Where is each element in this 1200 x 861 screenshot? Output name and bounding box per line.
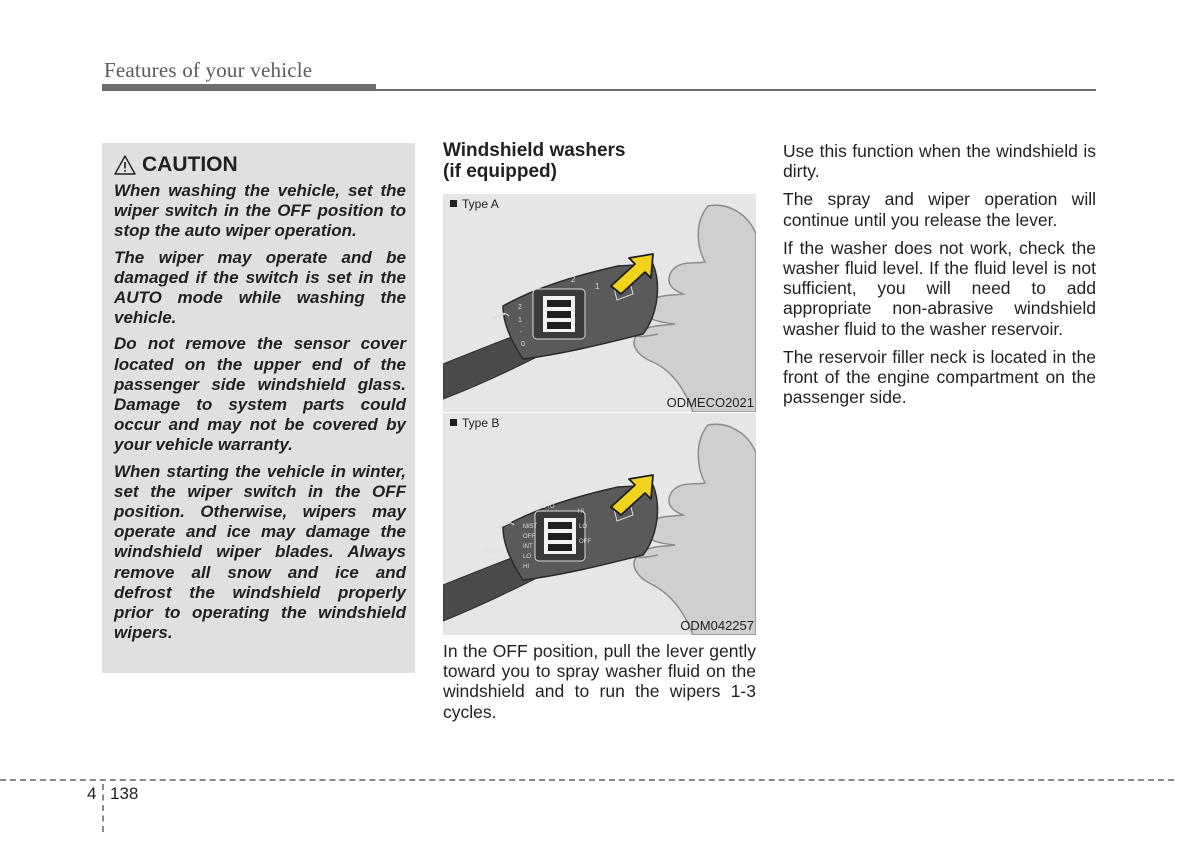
figure-code: ODMECO2021 <box>666 395 754 410</box>
figure-type-a <box>443 194 756 412</box>
bullet-square-icon <box>450 200 457 207</box>
switch-mark: FRONT <box>485 549 506 555</box>
washer-details <box>783 141 1096 415</box>
footer-rule <box>0 779 1174 781</box>
switch-mark: 0 <box>521 341 525 348</box>
switch-mark: OFF <box>523 534 535 540</box>
switch-mark: 2 <box>518 304 522 311</box>
page-number: 138 <box>110 784 139 803</box>
wiper-lever-illustration <box>443 194 756 412</box>
body-paragraph: The spray and wiper operation will continue until you release the lever. <box>783 189 1096 230</box>
switch-mark: 2 <box>571 275 576 284</box>
warning-triangle-icon <box>114 155 136 175</box>
switch-mark: AUTO <box>538 504 555 510</box>
figure-label <box>450 416 499 430</box>
switch-mark: INT <box>523 544 533 550</box>
figure-type-b <box>443 412 756 635</box>
page-header-title: Features of your vehicle <box>104 58 313 82</box>
switch-mark: HI <box>578 509 584 515</box>
caution-paragraph: When starting the vehicle in winter, set the wiper switch in the OFF position. Otherwise, wipers may operate and ice may damage the windshield wiper blades. Always remove all snow and ice and defrost the windshield properly prior to operating the windshield wipers. <box>114 461 406 643</box>
switch-mark: MIST <box>523 524 538 530</box>
figure-label-text: Type B <box>462 416 500 430</box>
switch-mark: OFF <box>579 539 591 545</box>
body-paragraph: The reservoir filler neck is located in the front of the engine compartment on the passenger side. <box>783 346 1096 408</box>
caution-paragraph: The wiper may operate and be damaged if the switch is set in the AUTO mode while washing the vehicle. <box>114 247 406 328</box>
section-subtitle: (if equipped) <box>443 161 557 182</box>
switch-mark: LO <box>523 554 532 560</box>
switch-mark: LO <box>579 524 588 530</box>
header-rule <box>102 89 1096 91</box>
figure-code: ODM042257 <box>680 618 754 633</box>
section-title: Windshield washers <box>443 140 626 161</box>
figure-label-text: Type A <box>462 197 499 211</box>
chapter-number: 4 <box>87 784 97 803</box>
footer-divider <box>102 784 104 832</box>
caution-heading <box>114 151 406 179</box>
caution-paragraph: When washing the vehicle, set the wiper switch in the OFF position to stop the auto wiper operation. <box>114 181 406 241</box>
bullet-square-icon <box>450 419 457 426</box>
figure-label <box>450 197 499 211</box>
switch-mark: 1 <box>595 282 600 291</box>
body-paragraph: If the washer does not work, check the washer fluid level. If the fluid level is not sufficient, you will need to add appropriate non-abrasive windshield washer fluid to the washer reservoir. <box>783 237 1096 339</box>
caution-title: CAUTION <box>142 153 238 176</box>
body-paragraph: Use this function when the windshield is dirty. <box>783 141 1096 182</box>
switch-mark: HI <box>523 564 529 570</box>
washer-instructions <box>443 641 756 730</box>
caution-paragraph: Do not remove the sensor cover located on the upper end of the passenger side windshield glass. Damage to system parts could occur and may not be covered by your vehicle warranty. <box>114 334 406 455</box>
wiper-lever-illustration <box>443 413 756 635</box>
switch-mark: 1 <box>518 317 522 324</box>
section-heading <box>443 140 756 182</box>
body-paragraph: In the OFF position, pull the lever gently toward you to spray washer fluid on the windshield and to run the wipers 1-3 cycles. <box>443 641 756 722</box>
switch-mark: - <box>520 329 523 336</box>
caution-box <box>102 143 415 673</box>
